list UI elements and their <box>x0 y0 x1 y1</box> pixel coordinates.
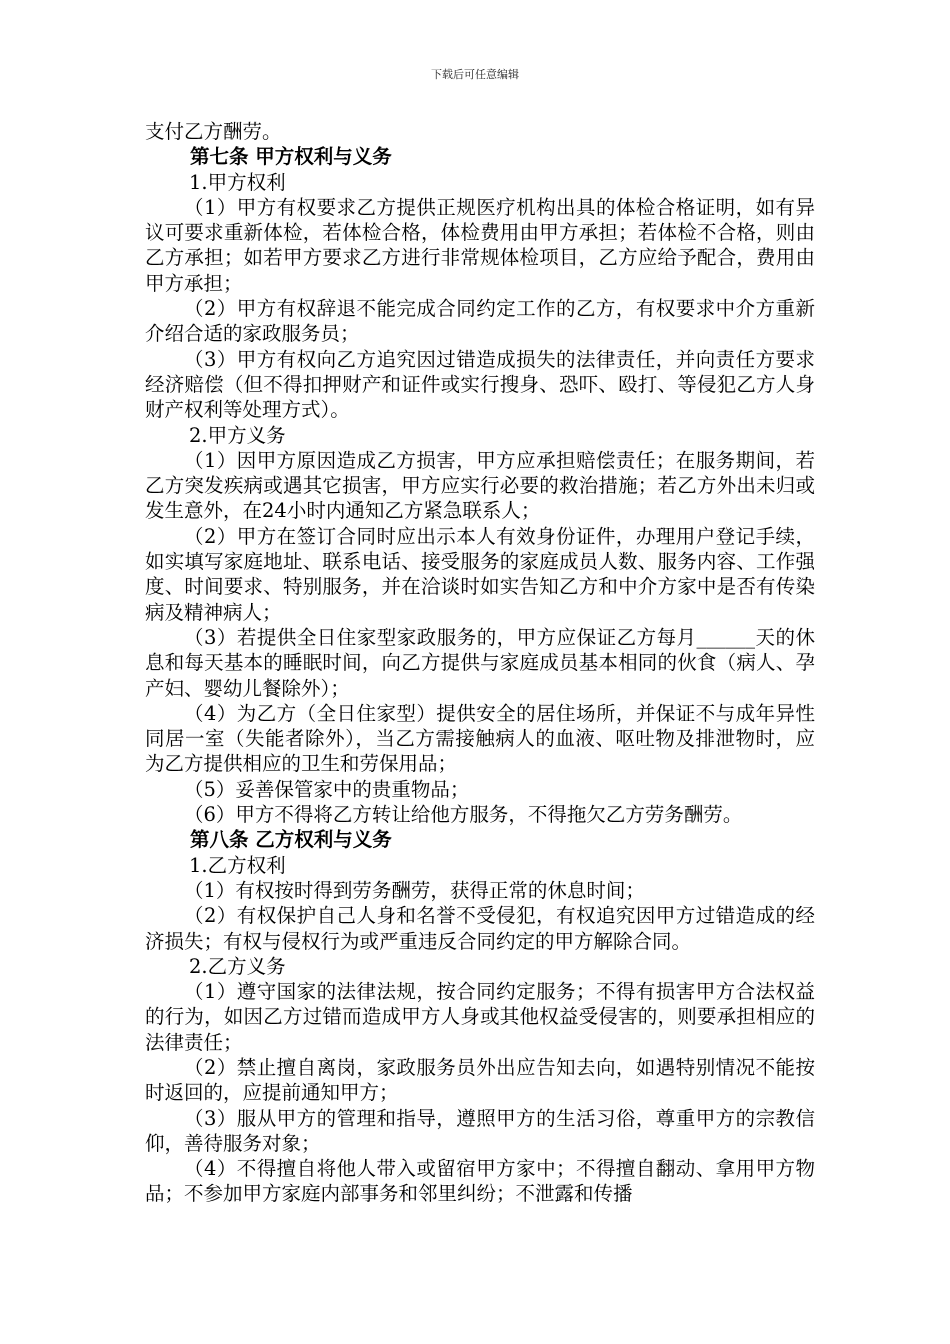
clause-b-duty-2: （2）禁止擅自离岗，家政服务员外出应告知去向，如遇特别情况不能按时返回的，应提前通知甲方； <box>145 1055 815 1105</box>
article-7-heading: 第七条 甲方权利与义务 <box>190 145 392 169</box>
section-party-b-duties: 2.乙方义务 <box>189 954 286 978</box>
clause-a-right-3: （3）甲方有权向乙方追究因过错造成损失的法律责任，并向责任方要求经济赔偿（但不得扣押财产和证件或实行搜身、恐吓、殴打、等侵犯乙方人身财产权利等处理方式）。 <box>145 347 815 422</box>
clause-b-duty-3: （3）服从甲方的管理和指导，遵照甲方的生活习俗，尊重甲方的宗教信仰，善待服务对象； <box>145 1106 815 1155</box>
clause-a-right-2: （2）甲方有权辞退不能完成合同约定工作的乙方，有权要求中介方重新介绍合适的家政服务员； <box>145 297 815 346</box>
document-body <box>145 119 815 1207</box>
section-party-a-rights: 1.甲方权利 <box>189 170 286 194</box>
article-8-heading: 第八条 乙方权利与义务 <box>190 828 392 852</box>
clause-a-duty-5: （5）妥善保管家中的贵重物品； <box>184 777 470 801</box>
section-party-a-duties: 2.甲方义务 <box>189 423 286 447</box>
clause-a-duty-3: （3）若提供全日住家型家政服务的，甲方应保证乙方每月______天的休息和每天基本的睡眠时间，向乙方提供与家庭成员基本相同的伙食（病人、孕产妇、婴幼儿餐除外）； <box>145 625 815 700</box>
clause-a-duty-6: （6）甲方不得将乙方转让给他方服务，不得拖欠乙方劳务酬劳。 <box>184 803 743 827</box>
clause-b-right-1: （1）有权按时得到劳务酬劳，获得正常的休息时间； <box>184 878 645 902</box>
clause-a-duty-1: （1）因甲方原因造成乙方损害，甲方应承担赔偿责任；在服务期间，若乙方突发疾病或遇其它损害，甲方应实行必要的救治措施；若乙方外出未归或发生意外，在24小时内通知乙方紧急联系人； <box>145 448 815 523</box>
clause-a-right-1: （1）甲方有权要求乙方提供正规医疗机构出具的体检合格证明，如有异议可要求重新体检，若体检合格，体检费用由甲方承担；若体检不合格，则由乙方承担；如若甲方要求乙方进行非常规体检项目，乙方应给予配合，费用由甲方承担； <box>145 195 815 295</box>
clause-b-right-2: （2）有权保护自己人身和名誉不受侵犯，有权追究因甲方过错造成的经济损失；有权与侵权行为或严重违反合同约定的甲方解除合同。 <box>145 904 815 953</box>
page-header: 下载后可任意编辑 <box>431 68 519 81</box>
clause-a-duty-2: （2）甲方在签订合同时应出示本人有效身份证件，办理用户登记手续，如实填写家庭地址、联系电话、接受服务的家庭成员人数、服务内容、工作强度、时间要求、特别服务，并在洽谈时如实告知乙方和中介方家中是否有传染病及精神病人； <box>145 524 815 624</box>
section-party-b-rights: 1.乙方权利 <box>189 853 286 877</box>
clause-b-duty-1: （1）遵守国家的法律法规，按合同约定服务；不得有损害甲方合法权益的行为，如因乙方过错而造成甲方人身或其他权益受侵害的，则要承担相应的法律责任； <box>145 980 815 1054</box>
clause-a-duty-4: （4）为乙方（全日住家型）提供安全的居住场所，并保证不与成年异性同居一室（失能者除外），当乙方需接触病人的血液、呕吐物及排泄物时，应为乙方提供相应的卫生和劳保用品； <box>145 701 815 776</box>
clause-b-duty-4: （4）不得擅自将他人带入或留宿甲方家中；不得擅自翻动、拿用甲方物品；不参加甲方家庭内部事务和邻里纠纷；不泄露和传播 <box>145 1157 815 1206</box>
paragraph-continuation: 支付乙方酬劳。 <box>145 120 282 143</box>
